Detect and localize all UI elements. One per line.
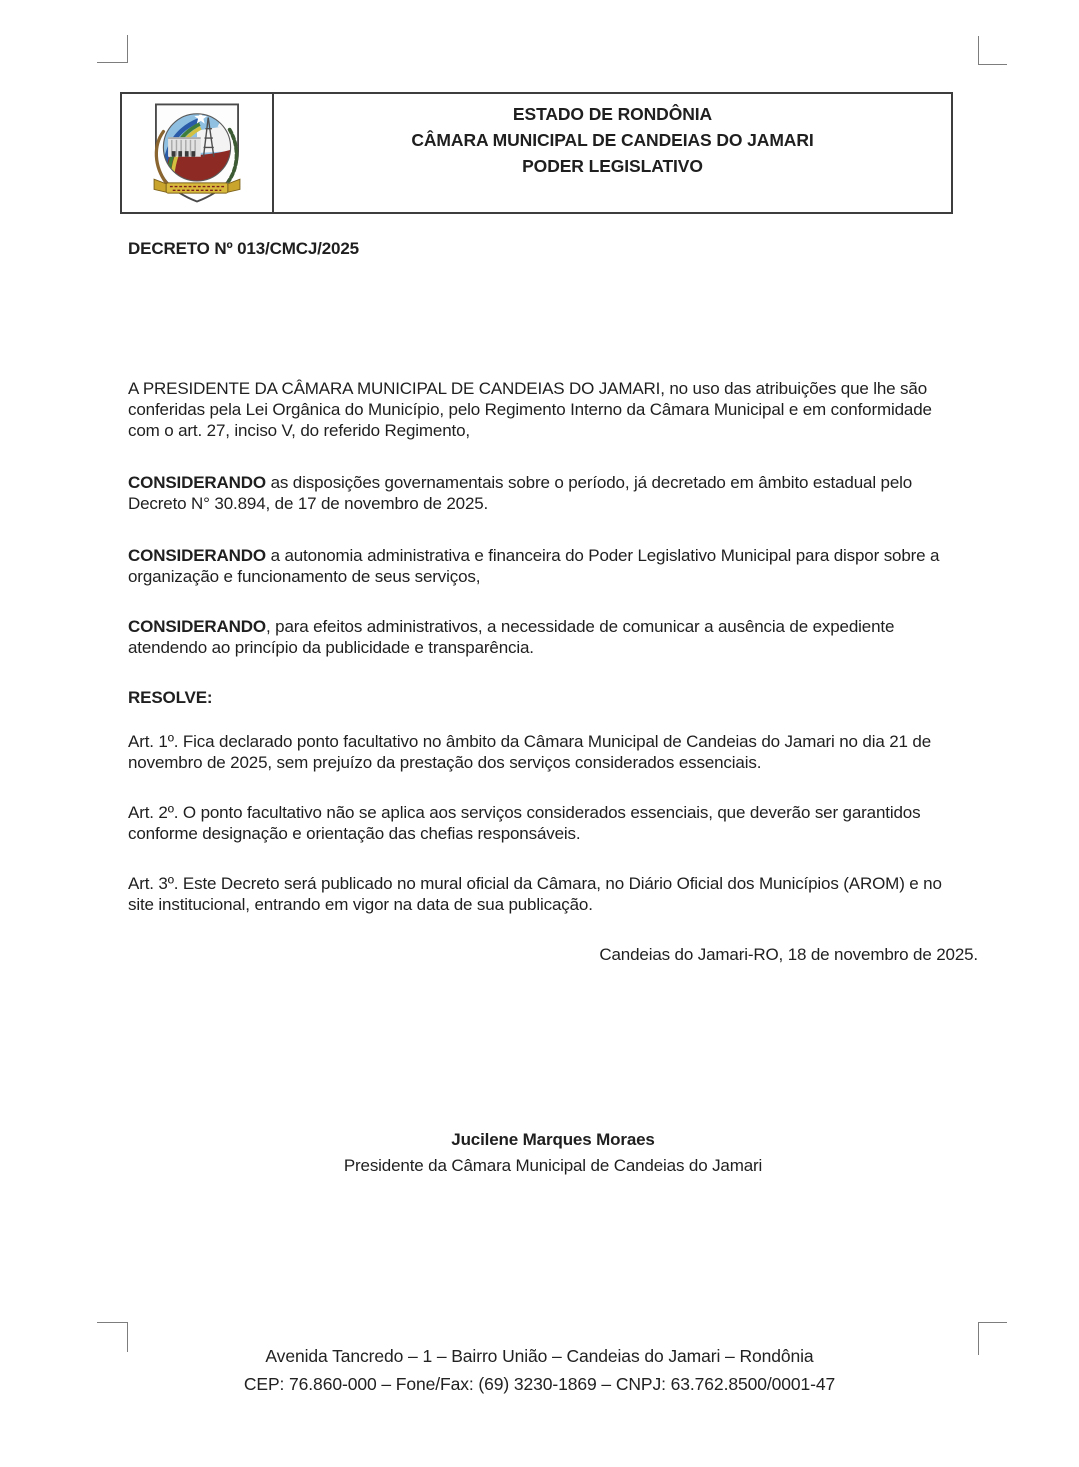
signature-name: Jucilene Marques Moraes <box>451 1130 655 1149</box>
signature-title: Presidente da Câmara Municipal de Candeias do Jamari <box>343 1156 763 1175</box>
considerando-paragraph <box>128 472 956 514</box>
considerando-lead: CONSIDERANDO <box>128 617 266 636</box>
considerando-text: , para efeitos administrativos, a necessidade de comunicar a ausência de expediente atendendo ao princípio da publicidade e transparência. <box>128 617 895 657</box>
footer-contact: CEP: 76.860-000 – Fone/Fax: (69) 3230-1869 – CNPJ: 63.762.8500/0001-47 <box>243 1374 836 1394</box>
considerando-paragraph <box>128 545 956 587</box>
letterhead <box>120 92 953 214</box>
article-2: Art. 2º. O ponto facultativo não se aplica aos serviços considerados essenciais, que deverão ser garantidos conforme designação e orientação das chefias responsáveis. <box>128 803 921 843</box>
considerando-lead: CONSIDERANDO <box>128 473 266 492</box>
preamble-paragraph: A PRESIDENTE DA CÂMARA MUNICIPAL DE CANDEIAS DO JAMARI, no uso das atribuições que lhe são conferidas pela Lei Orgânica do Município, pelo Regimento Interno da Câmara Municipal e em conformidade com o art. 27, inciso V, do referido Regimento, <box>128 379 932 440</box>
letterhead-branch: PODER LEGISLATIVO <box>522 156 703 176</box>
letterhead-organization: CÂMARA MUNICIPAL DE CANDEIAS DO JAMARI <box>411 130 814 150</box>
crop-mark-top-left <box>97 35 128 63</box>
considerando-text: as disposições governamentais sobre o período, já decretado em âmbito estadual pelo Decreto N° 30.894, de 17 de novembro de 2025. <box>128 473 913 513</box>
considerando-text: a autonomia administrativa e financeira do Poder Legislativo Municipal para dispor sobre a organização e funcionamento de seus serviços, <box>128 546 940 586</box>
resolve-label: RESOLVE: <box>128 688 213 707</box>
considerando-paragraph <box>128 616 956 658</box>
article-3: Art. 3º. Este Decreto será publicado no mural oficial da Câmara, no Diário Oficial dos Municípios (AROM) e no site institucional, entrando em vigor na data de sua publicação. <box>128 874 942 914</box>
dateline: Candeias do Jamari-RO, 18 de novembro de 2025. <box>599 945 978 964</box>
letterhead-text <box>274 94 951 212</box>
considerando-lead: CONSIDERANDO <box>128 546 266 565</box>
coat-of-arms <box>122 94 274 212</box>
footer-address: Avenida Tancredo – 1 – Bairro União – Candeias do Jamari – Rondônia <box>265 1346 814 1366</box>
article-1: Art. 1º. Fica declarado ponto facultativo no âmbito da Câmara Municipal de Candeias do Jamari no dia 21 de novembro de 2025, sem prejuízo da prestação dos serviços considerados essenciais. <box>128 732 931 772</box>
letterhead-state: ESTADO DE RONDÔNIA <box>512 104 713 124</box>
crop-mark-top-right <box>978 36 1007 65</box>
coat-of-arms-icon <box>141 96 253 210</box>
decree-number: DECRETO Nº 013/CMCJ/2025 <box>128 239 359 258</box>
